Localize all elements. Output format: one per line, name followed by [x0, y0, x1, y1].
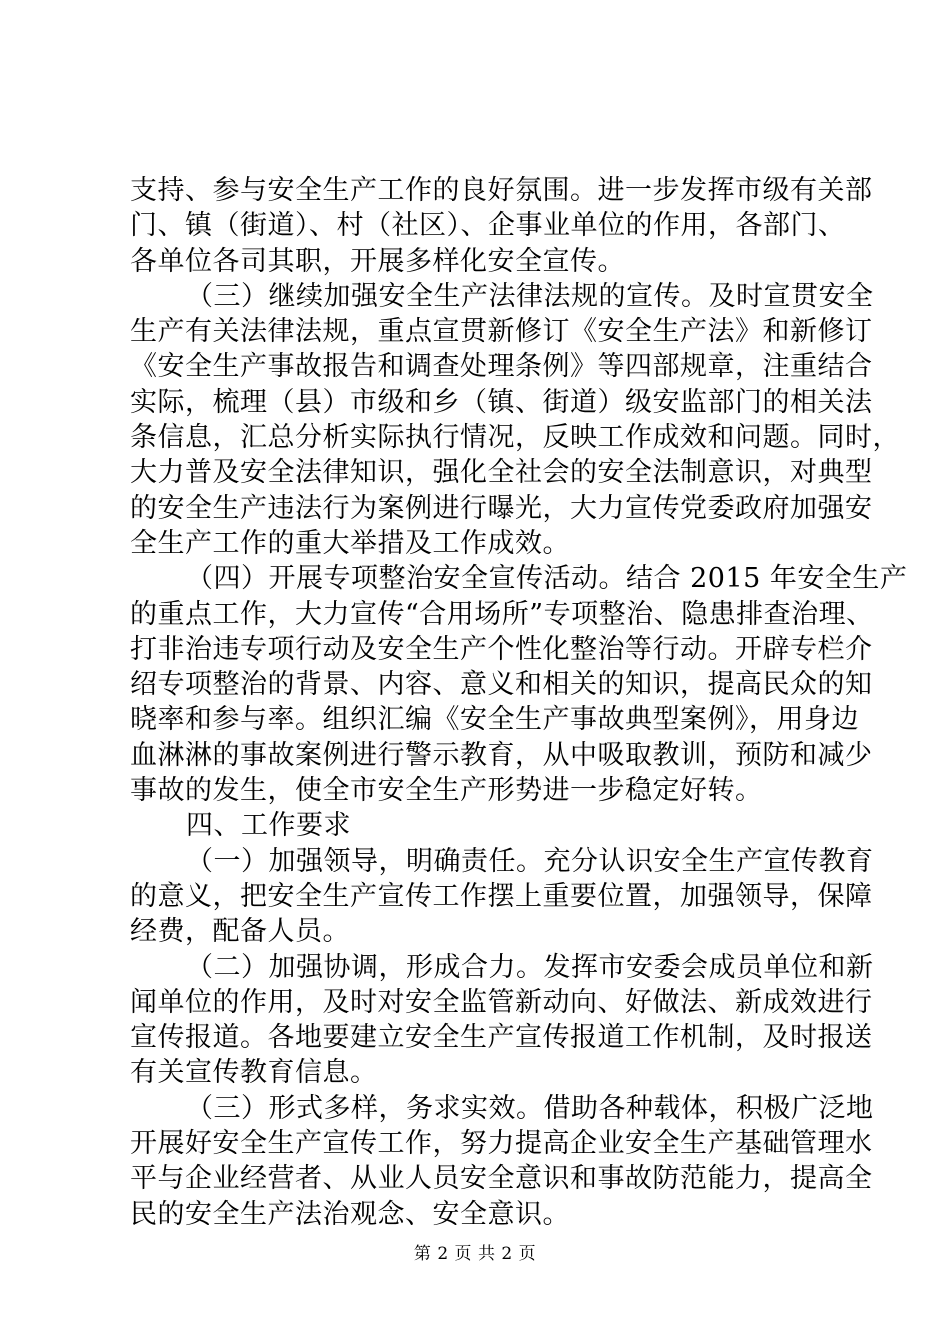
text-line: 事故的发生，使全市安全生产形势进一步稳定好转。 [130, 775, 763, 807]
text-line: 各单位各司其职，开展多样化安全宣传。 [130, 245, 625, 277]
paragraph-start-line: （二）加强协调，形成合力。发挥市安委会成员单位和新 [186, 951, 874, 983]
text-line: 打非治违专项行动及安全生产个性化整治等行动。开辟专栏介 [130, 633, 873, 665]
text-line: 大力普及安全法律知识，强化全社会的安全法制意识，对典型 [130, 457, 873, 489]
text-line: 实际，梳理（县）市级和乡（镇、街道）级安监部门的相关法 [130, 386, 873, 418]
section-heading: 四、工作要求 [186, 810, 351, 842]
text-line: 宣传报道。各地要建立安全生产宣传报道工作机制，及时报送 [130, 1022, 873, 1054]
document-body [130, 173, 908, 1232]
text-line: 平与企业经营者、从业人员安全意识和事故防范能力，提高全 [130, 1163, 873, 1195]
text-line: 的安全生产违法行为案例进行曝光，大力宣传党委政府加强安 [130, 492, 873, 524]
text-line: 闻单位的作用，及时对安全监管新动向、好做法、新成效进行 [130, 986, 873, 1018]
text-line: 的重点工作，大力宣传“合用场所”专项整治、隐患排查治理、 [130, 598, 874, 630]
text-line: 绍专项整治的背景、内容、意义和相关的知识，提高民众的知 [130, 669, 873, 701]
text-line: 晓率和参与率。组织汇编《安全生产事故典型案例》，用身边 [130, 704, 859, 736]
paragraph-start-line: （三）形式多样，务求实效。借助各种载体，积极广泛地 [186, 1092, 874, 1124]
text-line: 有关宣传教育信息。 [130, 1057, 378, 1089]
text-line: 开展好安全生产宣传工作，努力提高企业安全生产基础管理水 [130, 1128, 873, 1160]
text-line: 生产有关法律法规，重点宣贯新修订《安全生产法》和新修订 [130, 316, 873, 348]
text-line: 门、镇（街道）、村（社区）、企事业单位的作用，各部门、 [130, 210, 846, 242]
page-number-footer: 第 2 页 共 2 页 [413, 1244, 537, 1264]
text-line: 的意义，把安全生产宣传工作摆上重要位置，加强领导，保障 [130, 880, 873, 912]
text-line: 《安全生产事故报告和调查处理条例》等四部规章，注重结合 [130, 351, 873, 383]
text-line: 经费，配备人员。 [130, 916, 350, 948]
text-line: 条信息，汇总分析实际执行情况，反映工作成效和问题。同时， [130, 422, 900, 454]
text-line: 支持、参与安全生产工作的良好氛围。进一步发挥市级有关部 [130, 175, 873, 206]
text-line: 全生产工作的重大举措及工作成效。 [130, 527, 570, 559]
paragraph-start-line: （三）继续加强安全生产法律法规的宣传。及时宣贯安全 [186, 280, 874, 312]
paragraph-start-line: （四）开展专项整治安全宣传活动。结合 2015 年安全生产 [186, 563, 908, 595]
text-line: 血淋淋的事故案例进行警示教育，从中吸取教训，预防和减少 [130, 739, 873, 771]
text-line: 民的安全生产法治观念、安全意识。 [130, 1198, 570, 1230]
paragraph-start-line: （一）加强领导，明确责任。充分认识安全生产宣传教育 [186, 845, 874, 877]
